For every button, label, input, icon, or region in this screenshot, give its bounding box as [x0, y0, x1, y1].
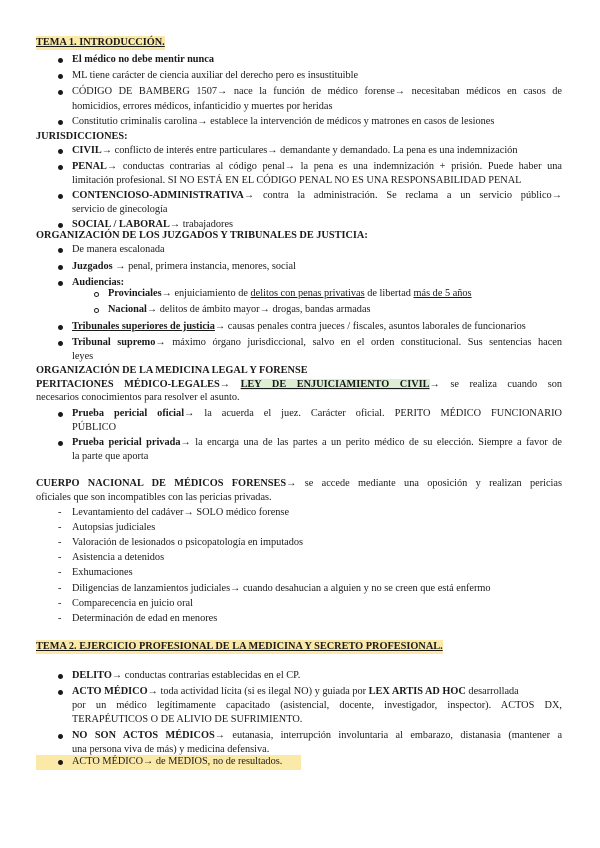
bullet-text: CÓDIGO DE BAMBERG 1507→ nace la función de médico forense→ necesitaban médicos en casos de	[72, 86, 562, 97]
bullet	[58, 149, 63, 154]
highlight-term: LEY DE ENJUICIAMIENTO CIVIL	[240, 379, 430, 390]
underlined-text: delitos con penas privativas	[250, 288, 365, 299]
section-title-medicina-legal: ORGANIZACIÓN DE LA MEDICINA LEGAL Y FORENSE	[36, 365, 308, 376]
term: Prueba pericial privada	[72, 437, 181, 448]
bullet-text	[72, 260, 600, 274]
dash-list-item: Comparecencia en juicio oral	[72, 597, 193, 609]
dash-list-item: Autopsias judiciales	[72, 522, 156, 534]
bullet	[58, 341, 63, 346]
term-desc: de libertad	[364, 288, 414, 299]
bullet	[58, 760, 63, 765]
bullet-text: De manera escalonada	[72, 244, 165, 255]
term-desc: → se realiza cuando son	[429, 379, 562, 390]
term: Provinciales	[108, 288, 162, 299]
bullet-text	[72, 144, 600, 158]
bullet-text-cont: una persona viva de más) y medicina defensiva.	[72, 744, 270, 755]
term: SOCIAL / LABORAL	[72, 219, 170, 230]
term-desc: → máximo órgano jurisdiccional, salvo en el orden constitucional. Sus sentencias hacen	[155, 337, 562, 348]
bullet	[58, 265, 63, 270]
bullet	[58, 120, 63, 125]
term-desc: → conflicto de interés entre particulares→ demandante y demandado. La pena es una indemnización	[101, 145, 518, 156]
bullet-text-cont: servicio de ginecología	[72, 204, 168, 215]
bullet	[58, 90, 63, 95]
bullet-text	[72, 320, 600, 334]
term-desc: → delitos de ámbito mayor→ drogas, bandas armadas	[146, 304, 371, 315]
bullet-text	[72, 436, 562, 450]
bullet-text: ML tiene carácter de ciencia auxiliar del derecho pero es insustituible	[72, 70, 359, 81]
bullet	[58, 223, 63, 228]
term: CONTENCIOSO-ADMINISTRATIVA	[72, 190, 244, 201]
term: DELITO	[72, 670, 112, 681]
bullet	[58, 734, 63, 739]
term: PERITACIONES MÉDICO-LEGALES→	[36, 379, 231, 390]
dash-bullet: -	[58, 612, 62, 624]
dash-list-item: Exhumaciones	[72, 567, 133, 579]
sub-bullet-text	[108, 287, 600, 301]
bullet-text	[72, 669, 600, 683]
term-desc: → se accede mediante una oposición y realizan pericias	[286, 478, 562, 489]
term-desc: → penal, primera instancia, menores, social	[112, 261, 296, 272]
term-desc: → la encarga una de las partes a un perito médico de su elección. Siempre a favor de	[180, 437, 562, 448]
bullet	[58, 325, 63, 330]
bullet	[58, 281, 63, 286]
bullet-text-cont: homicidios, errores médicos, infanticidio y muertes por heridas	[72, 101, 333, 112]
term-desc: → contra la administración. Se reclama a un servicio público→	[243, 190, 562, 201]
term-desc: → toda actividad lícita (si es ilegal NO) y guiada por	[147, 686, 369, 697]
term-desc: → causas penales contra jueces / fiscales, asuntos laborales de funcionarios	[214, 321, 526, 332]
section-title-organizacion: ORGANIZACIÓN DE LOS JUZGADOS Y TRIBUNALES DE JUSTICIA:	[36, 230, 368, 241]
dash-list-item: Asistencia a detenidos	[72, 552, 165, 564]
term: PENAL	[72, 161, 107, 172]
term-desc: → conductas contrarias establecidas en el CP.	[111, 670, 301, 681]
bullet-text-cont: por un médico legítimamente capacitado (asistencial, docente, investigador, inspector). ACTOS DX,	[72, 700, 562, 711]
term: Tribunales superiores de justicia	[72, 321, 215, 332]
section-title-tema2: TEMA 2. EJERCICIO PROFESIONAL DE LA MEDICINA Y SECRETO PROFESIONAL.	[36, 641, 443, 652]
bullet	[58, 248, 63, 253]
term-desc: → la acuerda el juez. Carácter oficial. PERITO MÉDICO FUNCIONARIO	[184, 408, 562, 419]
dash-list-item: Levantamiento del cadáver→ SOLO médico forense	[72, 507, 290, 518]
term: NO SON ACTOS MÉDICOS	[72, 730, 215, 741]
bullet-text	[72, 160, 562, 174]
bullet-text-cont: leyes	[72, 351, 94, 362]
bullet-text	[72, 685, 600, 699]
term-desc: → enjuiciamiento de	[161, 288, 251, 299]
term-desc: desarrollada	[465, 686, 519, 697]
bullet-text-cont: la parte que aporta	[72, 451, 149, 462]
bullet-text-cont: TERAPÉUTICOS O DE ALIVIO DE SUFRIMIENTO.	[72, 714, 303, 725]
dash-bullet: -	[58, 537, 62, 549]
paragraph	[36, 477, 562, 491]
paragraph-cont: necesarios conocimientos para resolver el asunto.	[36, 392, 240, 403]
dash-bullet: -	[58, 507, 62, 518]
sub-bullet	[94, 292, 99, 297]
section-title-tema1: TEMA 1. INTRODUCCIÓN.	[36, 37, 165, 48]
bullet	[58, 194, 63, 199]
dash-bullet: -	[58, 597, 62, 609]
bullet	[58, 412, 63, 417]
bullet	[58, 441, 63, 446]
dash-list-item: Diligencias de lanzamientos judiciales→ cuando desahucian a alguien y no se creen que está enfermo	[72, 582, 491, 594]
dash-bullet: -	[58, 522, 62, 534]
underlined-text: más de 5 años	[413, 288, 472, 299]
bullet-text-cont: PÚBLICO	[72, 422, 117, 433]
dash-bullet: -	[58, 567, 62, 579]
term: ACTO MÉDICO	[72, 686, 148, 697]
term-desc: → conductas contrarias al código penal→ la pena es una indemnización + prisión. Puede haber una	[106, 161, 562, 172]
bullet	[58, 74, 63, 79]
paragraph	[36, 378, 562, 392]
dash-list-item: Determinación de edad en menores	[72, 612, 218, 624]
term: CUERPO NACIONAL DE MÉDICOS FORENSES	[36, 478, 287, 489]
bullet-text	[72, 189, 562, 203]
bullet	[58, 674, 63, 679]
term: CIVIL	[72, 145, 102, 156]
paragraph-cont: oficiales que son incompatibles con las pericias privadas.	[36, 492, 272, 503]
dash-bullet: -	[58, 552, 62, 564]
bullet	[58, 165, 63, 170]
bullet	[58, 690, 63, 695]
bullet-text: Constitutio criminalis carolina→ establece la intervención de médicos y matrones en casos de lesiones	[72, 116, 495, 127]
term: LEX ARTIS AD HOC	[368, 686, 466, 697]
bullet	[58, 58, 63, 63]
sub-bullet-text	[108, 303, 600, 317]
term: Tribunal supremo	[72, 337, 156, 348]
bullet-text: Audiencias:	[72, 277, 125, 288]
dash-list-item: Valoración de lesionados o psicopatología en imputados	[72, 537, 304, 549]
dash-bullet: -	[58, 582, 62, 594]
bullet-text	[72, 407, 562, 421]
term: Prueba pericial oficial	[72, 408, 185, 419]
bullet-text: El médico no debe mentir nunca	[72, 54, 214, 65]
term-desc: → trabajadores	[169, 219, 234, 230]
sub-bullet	[94, 308, 99, 313]
term: Juzgados	[72, 261, 113, 272]
bullet-text-cont: limitación profesional. SI NO ESTÁ EN EL CÓDIGO PENAL NO ES UNA RESPONSABILIDAD PENAL	[72, 175, 522, 186]
term: Nacional	[108, 304, 147, 315]
section-title-jurisdicciones: JURISDICCIONES:	[36, 131, 128, 142]
bullet-text: ACTO MÉDICO→ de MEDIOS, no de resultados.	[72, 756, 283, 767]
term-desc: → eutanasia, interrupción involuntaria al embarazo, distanasia (mantener a	[214, 730, 563, 741]
bullet-text	[72, 336, 562, 350]
bullet-text	[72, 729, 562, 743]
